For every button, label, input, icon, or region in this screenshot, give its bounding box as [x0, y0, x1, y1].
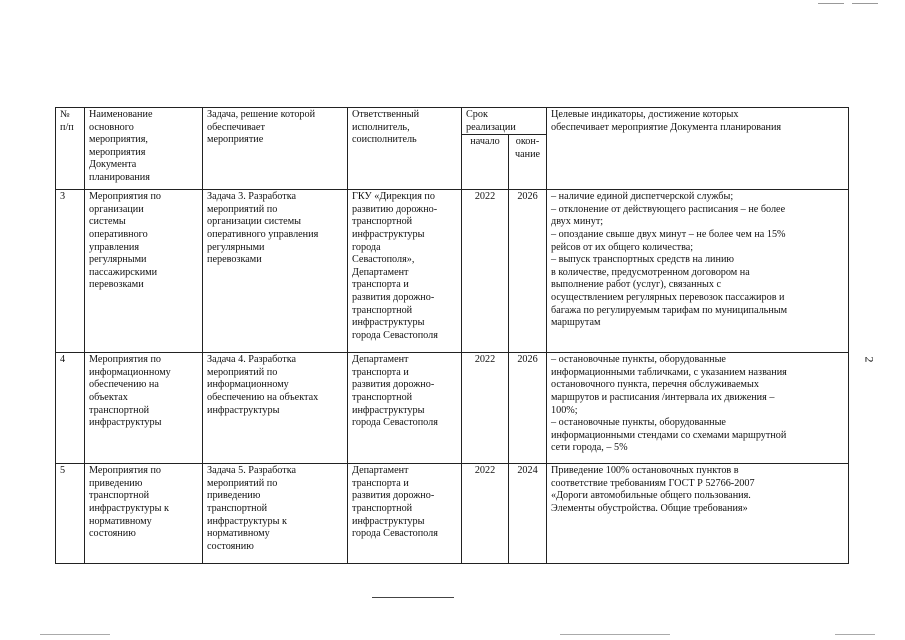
row-name [85, 190, 203, 353]
cell-line: обеспечению на объектах [207, 391, 319, 403]
header-start [462, 135, 509, 190]
cell-line: Департамент [352, 266, 409, 278]
cell-line: выполнение работ (услуг), связанных с [551, 279, 722, 291]
cell-line: п/п [60, 121, 74, 133]
cell-line: обеспечивает мероприятие Документа планирования [551, 121, 782, 133]
row-num [56, 353, 85, 464]
scan-mark-bottom-center [560, 634, 670, 635]
cell-line: объектах [89, 391, 128, 403]
cell-line: информационному [89, 366, 171, 378]
cell-line: развития дорожно- [352, 379, 435, 391]
cell-line: информационными табличками, с указанием названия [551, 366, 787, 378]
cell-line: Срок [466, 109, 488, 120]
cell-line: чание [514, 148, 541, 160]
cell-line: состоянию [89, 528, 136, 540]
page-number: 2 [862, 356, 877, 363]
cell-line: пассажирскими [89, 266, 158, 278]
table-row [56, 353, 849, 464]
cell-line: Мероприятия по [89, 465, 161, 477]
cell-line: маршрутов и расписания /интервала их движения – [551, 391, 775, 403]
row-end [509, 353, 547, 464]
header-term [462, 108, 547, 135]
cell-line: мероприятий по [207, 203, 278, 215]
header-name [85, 108, 203, 190]
row-start [462, 464, 509, 564]
cell-line: информационными стендами со схемами маршрутной [551, 429, 787, 441]
cell-line: Целевые индикаторы, достижение которых [551, 109, 739, 120]
cell-line: инфраструктуры к [89, 502, 169, 514]
cell-line: Мероприятия по [89, 354, 161, 366]
cell-line: – наличие единой диспетчерской службы; [551, 191, 734, 203]
cell-line: приведению [207, 490, 261, 502]
row-end [509, 464, 547, 564]
cell-line: 3 [60, 191, 66, 203]
cell-line: инфраструктуры [89, 417, 162, 429]
cell-line: обеспечению на [89, 379, 159, 391]
cell-line: инфраструктуры к [207, 515, 287, 527]
cell-line: багажа по регулируемым тарифам по муниципальным [551, 304, 788, 316]
row-name [85, 353, 203, 464]
cell-line: остановочного пункта, перечня обслуживаемых [551, 379, 759, 391]
cell-line: развития дорожно- [352, 490, 435, 502]
cell-line: города [352, 241, 381, 253]
cell-line: инфраструктуры [207, 404, 280, 416]
cell-line: организации системы [207, 216, 302, 228]
cell-line: состоянию [207, 540, 254, 552]
cell-line: регулярными [89, 254, 147, 266]
cell-line: перевозками [89, 279, 144, 291]
cell-line: Департамент [352, 465, 409, 477]
cell-line: транспорта и [352, 279, 409, 291]
cell-line: инфраструктуры [352, 228, 425, 240]
cell-line: мероприятий по [207, 477, 278, 489]
cell-line: транспортной [352, 216, 413, 228]
cell-line: инфраструктуры [352, 317, 425, 329]
cell-line: транспортной [89, 490, 150, 502]
scan-mark-bottom-right [835, 634, 875, 635]
cell-line: 2022 [474, 191, 496, 203]
table-row [56, 190, 849, 353]
row-task [203, 190, 348, 353]
cell-line: 2024 [517, 465, 538, 477]
end-of-table-rule [372, 597, 454, 598]
cell-line: инфраструктуры [352, 515, 425, 527]
cell-line: начало [470, 136, 500, 148]
row-targets [547, 464, 849, 564]
cell-line: Задача, решение которой [207, 109, 316, 120]
cell-line: Департамент [352, 354, 409, 366]
cell-line: нормативному [89, 515, 152, 527]
cell-line: транспортной [352, 502, 413, 514]
cell-line: № [60, 109, 70, 120]
cell-line: двух минут; [551, 216, 604, 228]
cell-line: транспорта и [352, 366, 409, 378]
row-start [462, 353, 509, 464]
scan-mark-bottom-left [40, 634, 110, 635]
row-task [203, 353, 348, 464]
cell-line: исполнитель, [352, 121, 410, 133]
cell-line: 2022 [474, 354, 496, 366]
cell-line: планирования [89, 171, 150, 183]
cell-line: транспортной [352, 304, 413, 316]
cell-line: города Севастополя [352, 417, 438, 429]
cell-line: соисполнитель [352, 134, 417, 146]
cell-line: управления [89, 241, 140, 253]
row-name [85, 464, 203, 564]
cell-line: – остановочные пункты, оборудованные [551, 417, 726, 429]
scan-mark-top-right-2 [852, 3, 878, 4]
cell-line: – выпуск транспортных средств на линию [551, 254, 735, 266]
cell-line: сети города, – 5% [551, 442, 628, 454]
header-num [56, 108, 85, 190]
cell-line: соответствие требованиям ГОСТ Р 52766-2007 [551, 477, 755, 489]
cell-line: мероприятий по [207, 366, 278, 378]
row-num [56, 190, 85, 353]
cell-line: – отклонение от действующего расписания – не более [551, 203, 786, 215]
cell-line: «Дороги автомобильные общего пользования. [551, 490, 751, 502]
table-row [56, 464, 849, 564]
cell-line: основного [89, 121, 134, 133]
cell-line: Элементы обустройства. Общие требования» [551, 502, 748, 514]
cell-line: транспортной [207, 502, 268, 514]
cell-line: 2026 [517, 354, 538, 366]
cell-line: Задача 4. Разработка [207, 354, 297, 366]
cell-line: оперативного [89, 228, 148, 240]
cell-line: Севастополя», [352, 254, 415, 266]
cell-line: регулярными [207, 241, 265, 253]
cell-line: нормативному [207, 528, 270, 540]
cell-line: осуществлением регулярных перевозок пассажиров и [551, 291, 785, 303]
cell-line: Приведение 100% остановочных пунктов в [551, 465, 739, 477]
cell-line: реализации [466, 121, 516, 133]
cell-line: города Севастополя [352, 528, 438, 540]
cell-line: транспортной [352, 391, 413, 403]
header-responsible [348, 108, 462, 190]
cell-line: 2022 [474, 465, 496, 477]
cell-line: обеспечивает [207, 121, 265, 133]
cell-line: 2026 [517, 191, 538, 203]
row-end [509, 190, 547, 353]
cell-line: Наименование [89, 109, 153, 120]
row-responsible [348, 464, 462, 564]
cell-line: маршрутам [551, 317, 601, 329]
row-targets [547, 190, 849, 353]
cell-line: мероприятия, [89, 134, 148, 146]
cell-line: системы [89, 216, 126, 228]
cell-line: 4 [60, 354, 66, 366]
cell-line: развития дорожно- [352, 291, 435, 303]
cell-line: рейсов от их общего количества; [551, 241, 694, 253]
row-targets [547, 353, 849, 464]
row-num [56, 464, 85, 564]
cell-line: транспорта и [352, 477, 409, 489]
cell-line: организации [89, 203, 144, 215]
cell-line: развитию дорожно- [352, 203, 438, 215]
row-task [203, 464, 348, 564]
row-responsible [348, 190, 462, 353]
cell-line: перевозками [207, 254, 262, 266]
scan-mark-top-right-1 [818, 3, 844, 4]
cell-line: 5 [60, 465, 66, 477]
cell-line: информационному [207, 379, 289, 391]
row-responsible [348, 353, 462, 464]
cell-line: в количестве, предусмотренном договором на [551, 266, 750, 278]
header-task [203, 108, 348, 190]
cell-line: инфраструктуры [352, 404, 425, 416]
header-row-1 [56, 108, 849, 135]
cell-line: – опоздание свыше двух минут – не более чем на 15% [551, 228, 786, 240]
cell-line: мероприятия [89, 146, 146, 158]
cell-line: 100%; [551, 404, 578, 416]
plan-table [55, 107, 849, 564]
cell-line: Задача 3. Разработка [207, 191, 297, 203]
cell-line: окон- [515, 136, 540, 148]
header-targets [547, 108, 849, 190]
row-start [462, 190, 509, 353]
cell-line: Документа [89, 159, 137, 171]
cell-line: оперативного управления [207, 228, 319, 240]
cell-line: – остановочные пункты, оборудованные [551, 354, 726, 366]
cell-line: приведению [89, 477, 143, 489]
cell-line: мероприятие [207, 134, 264, 146]
cell-line: Задача 5. Разработка [207, 465, 297, 477]
cell-line: города Севастополя [352, 329, 438, 341]
cell-line: транспортной [89, 404, 150, 416]
cell-line: Мероприятия по [89, 191, 161, 203]
cell-line: Ответственный [352, 109, 420, 120]
header-end [509, 135, 547, 190]
cell-line: ГКУ «Дирекция по [352, 191, 435, 203]
